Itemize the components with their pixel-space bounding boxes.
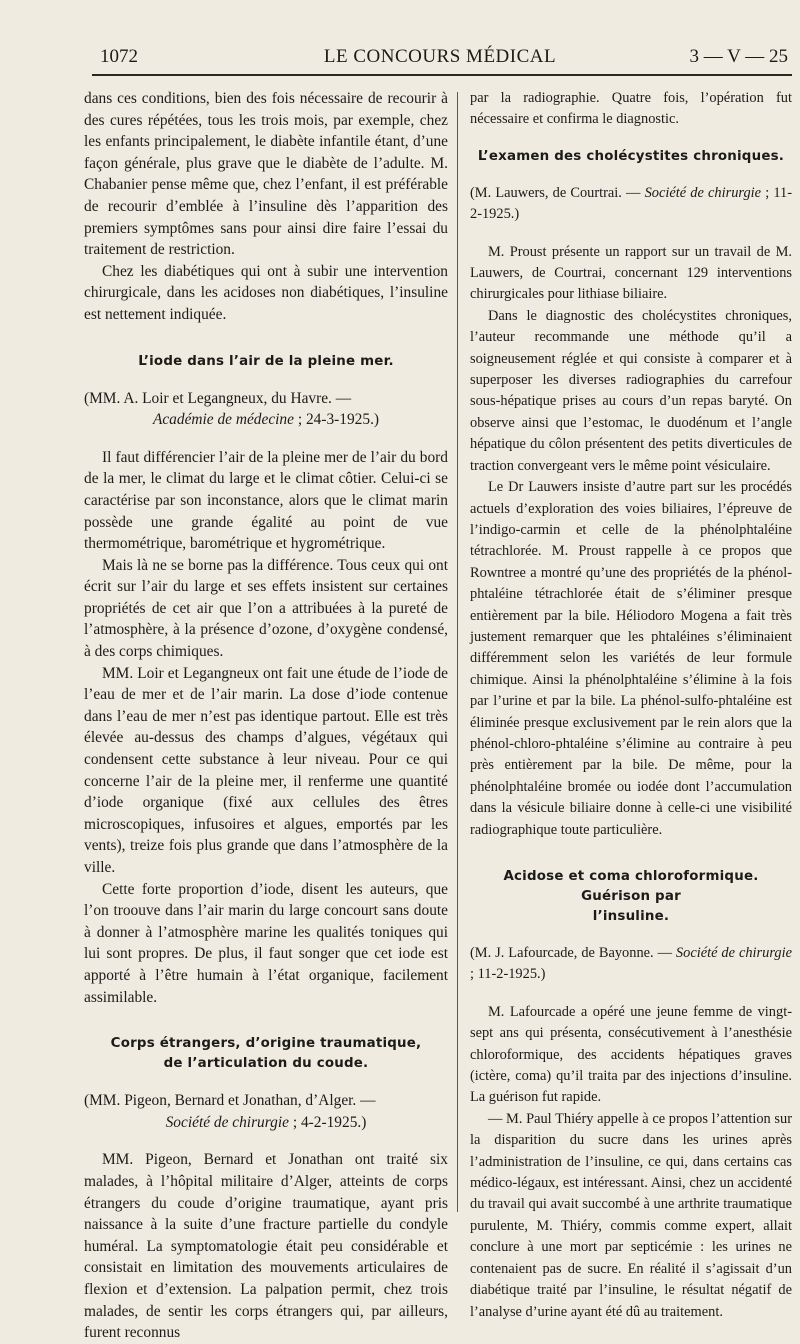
reference-source: Académie de médecine	[152, 411, 294, 429]
column-divider	[457, 92, 458, 1212]
paragraph: Mais là ne se borne pas la différence. Tous ceux qui ont écrit sur l’air du large et ses effets insistent sur certaines propriétés de cet air que l’on a attribuées à la pureté de l’atmosphère, à la présence d’ozone, d’oxygène condensé, à des corps chimiques.	[84, 556, 448, 661]
reference-authors: (MM. Pigeon, Bernard et Jonathan, d’Alger. —	[84, 1092, 376, 1110]
reference-source: Société de chirurgie	[675, 945, 792, 961]
article-heading: L’examen des cholécystites chroniques.	[477, 148, 785, 164]
reference-authors: (M. Lauwers, de Courtrai. —	[470, 184, 641, 201]
paragraph: dans ces conditions, bien des fois nécessaire de recourir à des cures répétées, tous les trois mois, par exemple, chez les enfants principalement, le diabète infantile étant, d’une façon générale, plus grave que le diabète de l’adulte. M. Chabanier pense même que, chez l’enfant, il est préférable de recourir d’emblée à l’insuline dès l’apparition des premiers symptômes sans pour ainsi dire faire l’essai du traitement de restriction.	[84, 90, 448, 259]
page-header	[90, 42, 790, 72]
paragraph: — M. Paul Thiéry appelle à ce propos l’attention sur la disparition du sucre dans les urines après l’administration de l’insuline, ce qui, dans certains cas médico-légaux, est intéressant. Ainsi, chez un accidenté du travail qui avait succombé à une arthrite traumatique purulente, M. Thiéry, commis comme expert, allait conclure à une mort par septicémie : les urines ne contenaient pas de sucre. En réalité il s’agissait d’un diabétique traité par l’insuline, le résultat négatif de l’analyse d’urine ayant été dû au traitement.	[470, 1110, 792, 1320]
paragraph: M. Lafourcade a opéré une jeune femme de vingt-sept ans qui présenta, consécutivement à l’anesthésie chloroformique, des accidents hépatiques graves (ictère, coma) qu’il traita par des injections d’insuline. La guérison fut rapide.	[470, 1003, 792, 1106]
issue-date: 3 — V — 25	[689, 46, 788, 67]
paragraph: Cette forte proportion d’iode, disent les auteurs, que l’on troouve dans l’air marin du large concourt sans doute à donner à l’atmosphère marine les qualités toniques qui lui sont propres. De plus, il faut songer que cet iode est apporté à l’être humain à l’état organique, facilement assimilable.	[84, 880, 448, 1006]
heading-line: l’insuline.	[592, 909, 670, 924]
heading-line: de l’articulation du coude.	[163, 1056, 369, 1072]
paragraph: Le Dr Lauwers insiste d’autre part sur les procédés actuels d’exploration des voies biliaires, l’épreuve de l’indigo-carmin et celle de la phénolphtaléine tétrachlorée. M. Proust rappelle à ce propos que Rowntree a montré qu’une des propriétés de la phénol-phtaléine tétrachlorée était de s’éliminer presque entièrement par la bile. Héliodoro Mogena a fait très justement remarquer que les phtaléines s’éliminaient différemment selon les variétés de leur formule chimique. Ainsi la phénolphtaléine s’élimine à la fois par l’urine et par la bile. La phénol-sulfo-phtaléine est éliminée presque exclusivement par le rein alors que la phénol-chloro-phtaléine s’élimine au contraire à peu près entièrement par la bile. De même, pour la phénolphtaléine bromée ou iodée dont l’accumulation dans la vésicule biliaire donne à celle-ci une visibilité radiographique toute particulière.	[470, 479, 792, 838]
paragraph: MM. Loir et Legangneux ont fait une étude de l’iode de l’eau de mer et de l’air marin. La dose d’iode contenue dans l’eau de mer n’est pas identique partout. Elle est très élevée au-dessus des champs d’algues, végétaux qui condensent cette substance à leur niveau. Pour ce qui concerne l’air de la pleine mer, il renferme une quantité d’iode organique (fixé aux cellules des êtres microscopiques, infusoires et algues, emportés par les vents), treize fois plus grande que dans l’atmosphère de la ville.	[84, 664, 448, 876]
reference-date: ; 11-2-1925.)	[470, 184, 792, 223]
article-reference	[84, 1090, 448, 1133]
left-column	[84, 88, 448, 1344]
article-reference	[470, 183, 792, 226]
reference-source: Société de chirurgie	[644, 184, 762, 201]
right-column	[470, 88, 792, 1323]
paragraph: Chez les diabétiques qui ont à subir une intervention chirurgicale, dans les acidoses non diabétiques, l’insuline est nettement indiquée.	[84, 262, 448, 323]
journal-title: LE CONCOURS MÉDICAL	[323, 46, 557, 67]
page-number: 1072	[100, 46, 138, 67]
reference-date: ; 24-3-1925.)	[297, 411, 380, 429]
header-rule	[92, 74, 792, 76]
reference-authors: (MM. A. Loir et Legangneux, du Havre. —	[84, 389, 352, 407]
article-heading: L’iode dans l’air de la pleine mer.	[138, 353, 394, 369]
heading-line: Corps étrangers, d’origine traumatique,	[110, 1036, 422, 1052]
paragraph: Dans le diagnostic des cholécystites chroniques, l’auteur recommande une méthode qu’il a soigneusement réglée et qui consiste à comparer et à superposer les diverses radiographies du carrefour sous-hépatique prises au cours d’un repas baryté. On observe ainsi que l’estomac, le duodénum et l’angle hépatique du côlon présentent des petits diverticules de traction convergeant vers le même point vésiculaire.	[470, 307, 792, 474]
paragraph: M. Proust présente un rapport sur un travail de M. Lauwers, de Courtrai, concernant 129 interventions chirurgicales pour lithiase biliaire.	[470, 243, 792, 303]
reference-date: ; 11-2-1925.)	[470, 966, 546, 983]
reference-date: ; 4-2-1925.)	[292, 1113, 367, 1131]
article-reference	[84, 388, 448, 431]
article-reference	[470, 943, 792, 986]
paragraph: Il faut différencier l’air de la pleine mer de l’air du bord de la mer, le climat du large et le climat côtier. Celui-ci se caractérise par son inconstance, alors que le climat marin possède une grande égalité au point de vue thermométrique, barométrique et hygrométrique.	[84, 448, 448, 553]
article-heading	[84, 1034, 448, 1074]
reference-source: Société de chirurgie	[165, 1113, 289, 1131]
reference-authors: (M. J. Lafourcade, de Bayonne. —	[470, 945, 672, 961]
paragraph: MM. Pigeon, Bernard et Jonathan ont traité six malades, à l’hôpital militaire d’Alger, atteints de corps étrangers du coude d’origine traumatique, ayant pris naissance à la suite d’une fracture partielle du condyle huméral. La symptomatologie était peu considérable et consistait en limitation des mouvements articulaires de flexion et d’extension. La palpation permit, chez trois malades, de sentir les corps étrangers qui, par ailleurs, furent reconnus	[84, 1151, 448, 1342]
heading-line: Acidose et coma chloroformique. Guérison par	[503, 869, 759, 904]
paragraph: par la radiographie. Quatre fois, l’opération fut nécessaire et confirma le diagnostic.	[470, 90, 792, 128]
article-heading	[470, 867, 792, 927]
